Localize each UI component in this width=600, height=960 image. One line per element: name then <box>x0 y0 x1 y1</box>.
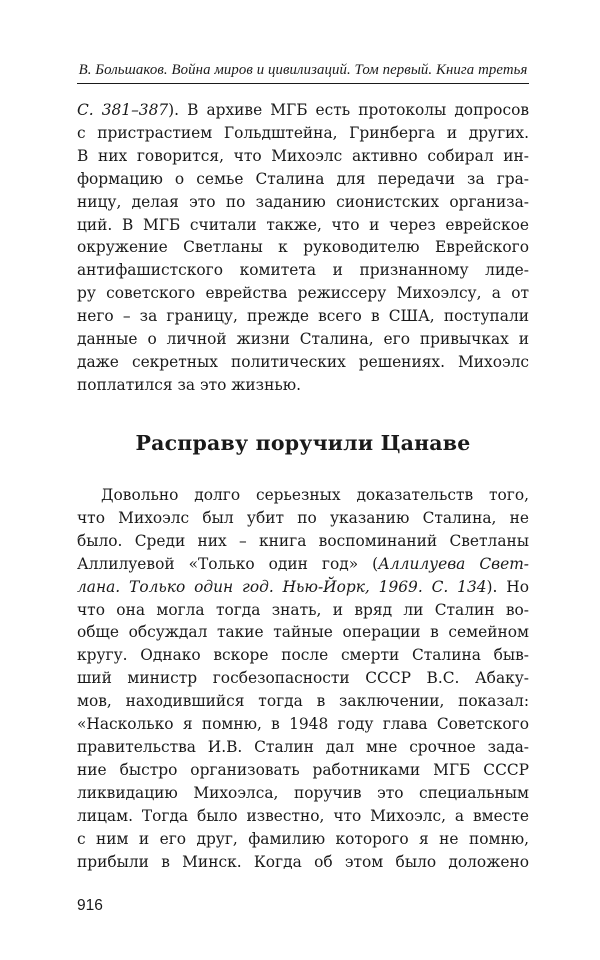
text-line: обще обсуждал такие тайные операции в семейном <box>77 623 529 642</box>
text-line: данные о личной жизни Сталина, его привычках и <box>77 330 529 349</box>
paragraph-abakumov-testimony <box>77 484 529 873</box>
text-line: ший министр госбезопасности СССР В.С. Абаку- <box>77 669 529 688</box>
text-line: что она могла тогда знать, и вряд ли Сталин во- <box>77 600 529 619</box>
text-line: В них говорится, что Михоэлс активно собирал ин- <box>77 146 529 165</box>
text-line: лицам. Тогда было известно, что Михоэлс, а вместе <box>77 806 529 825</box>
text-line: окружение Светланы к руководителю Еврейского <box>77 238 529 257</box>
body-text-bottom <box>77 484 529 873</box>
text-line: с пристрастием Гольдштейна, Гринберга и других. <box>77 123 529 142</box>
text-line: правительства И.В. Сталин дал мне срочное зада- <box>77 737 529 756</box>
body-text-top <box>77 99 529 397</box>
text-line: даже секретных политических решениях. Михоэлс <box>77 352 529 371</box>
text-line: кругу. Однако вскоре после смерти Сталина быв- <box>77 646 529 665</box>
text-line: было. Среди них – книга воспоминаний Светланы <box>77 531 529 550</box>
text-line: с ним и его друг, фамилию которого я не помню, <box>77 829 529 848</box>
text-line: ние быстро организовать работниками МГБ СССР <box>77 760 529 779</box>
citation: Аллилуева Свет- <box>378 554 530 573</box>
text-line: антифашистского комитета и признанному лиде- <box>77 261 529 280</box>
text-line: Аллилуевой «Только один год» (Аллилуева Свет- <box>77 554 530 573</box>
citation: С. 381–387 <box>77 101 169 119</box>
paragraph-archive-protocols <box>77 99 529 397</box>
text-line: формацию о семье Сталина для передачи за гра- <box>77 169 529 188</box>
text-line: прибыли в Минск. Когда об этом было доложено <box>77 852 529 871</box>
text-line: ру советского еврейства режиссеру Михоэлсу, а от <box>77 284 529 303</box>
text-line: «Насколько я помню, в 1948 году глава Советского <box>77 715 529 734</box>
citation: лана. Только один год. Нью-Йорк, 1969. С. 134 <box>77 577 487 596</box>
page-number: 916 <box>77 897 103 914</box>
text-line: лана. Только один год. Нью-Йорк, 1969. С. 134). Но <box>77 577 529 596</box>
text-line: мов, находившийся тогда в заключении, показал: <box>77 692 529 711</box>
running-head <box>77 60 529 84</box>
section-heading: Расправу поручили Цанаве <box>135 431 471 455</box>
text-line: что Михоэлс был убит по указанию Сталина, не <box>77 508 529 527</box>
text-line: С. 381–387). В архиве МГБ есть протоколы допросов <box>77 101 529 119</box>
text-line: ций. В МГБ считали также, что и через еврейское <box>77 215 529 234</box>
text-line: него – за границу, прежде всего в США, поступали <box>77 307 529 326</box>
text-line: поплатился за это жизнью. <box>77 375 301 394</box>
text-line: ницу, делая это по заданию сионистских организа- <box>77 192 529 211</box>
text-line: ликвидацию Михоэлса, поручив это специальным <box>77 783 529 802</box>
running-head-text: В. Большаков. Война миров и цивилизаций. Том первый. Книга третья <box>78 62 528 78</box>
text-line: Довольно долго серьезных доказательств того, <box>101 486 529 504</box>
